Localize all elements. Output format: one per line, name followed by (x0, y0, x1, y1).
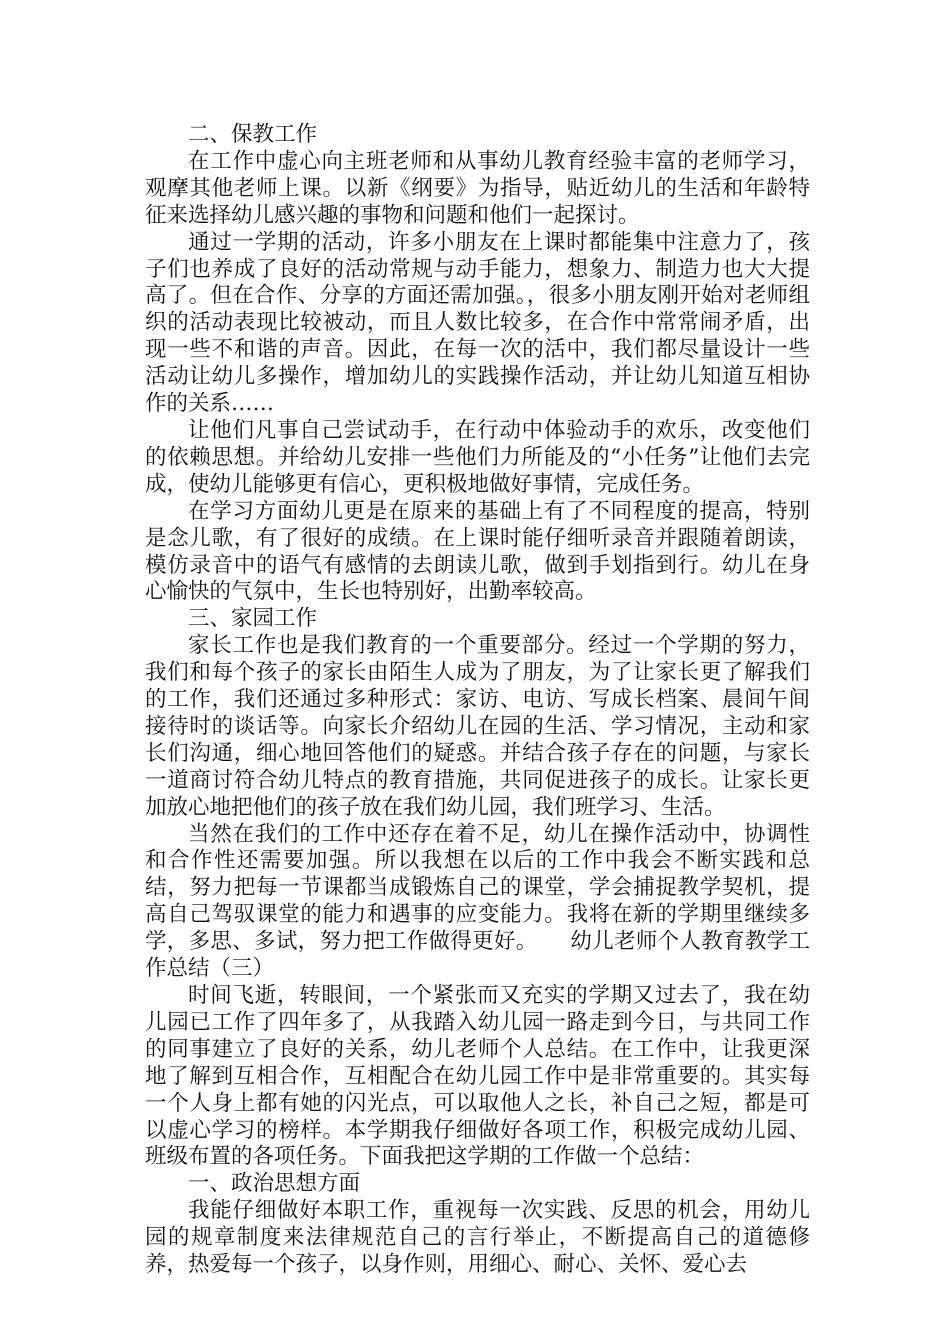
section-heading-political-thought: 一、政治思想方面 (188, 1171, 361, 1197)
section-heading-care-education: 二、保教工作 (188, 122, 318, 147)
paragraph-shortcomings: 当然在我们的工作中还存在着不足，幼儿在操作活动中，协调性和合作性还需要加强。所以我想在以后的工作中我会不断实践和总结，努力把每一节课都当成锻炼自己的课堂，学会捕捉教学契机，提高自己驾驭课堂的能力和遇事的应变能力。我将在新的学期里继续多学，多思、多试，努力把工作做得更好。 幼儿老师个人教育教学工作总结（三） (145, 821, 810, 982)
paragraph-semester-summary: 时间飞逝，转眼间，一个紧张而又充实的学期又过去了，我在幼儿园已工作了四年多了，从我踏入幼儿园一路走到今日，与共同工作的同事建立了良好的关系，幼儿老师个人总结。在工作中，让我更深地了解到互相合作，互相配合在幼儿园工作中是非常重要的。其实每一个人身上都有她的闪光点，可以取他人之长，补自己之短，都是可以虚心学习的榜样。本学期我仔细做好各项工作，积极完成幼儿园、班级布置的各项任务。下面我把这学期的工作做一个总结： (145, 983, 810, 1170)
paragraph-semester-activities: 通过一学期的活动，许多小朋友在上课时都能集中注意力了，孩子们也养成了良好的活动常规与动手能力，想象力、制造力也大大提高了。但在合作、分享的方面还需加强。，很多小朋友刚开始对老师组织的活动表现比较被动，而且人数比较多，在合作中常常闹矛盾，出现一些不和谐的声音。因此，在每一次的活中，我们都尽量设计一些活动让幼儿多操作，增加幼儿的实践操作活动，并让幼儿知道互相协作的关系…… (145, 229, 810, 417)
document-page (145, 122, 810, 1279)
paragraph-parent-work: 家长工作也是我们教育的一个重要部分。经过一个学期的努力，我们和每个孩子的家长由陌生人成为了朋友，为了让家长更了解我们的工作，我们还通过多种形式：家访、电访、写成长档案、晨间午间接待时的谈话等。向家长介绍幼儿在园的生活、学习情况，主动和家长们沟通，细心地回答他们的疑惑。并结合孩子存在的问题，与家长一道商讨符合幼儿特点的教育措施，共同促进孩子的成长。让家长更加放心地把他们的孩子放在我们幼儿园，我们班学习、生活。 (145, 633, 810, 820)
paragraph-self-reliance: 让他们凡事自己尝试动手，在行动中体验动手的欢乐，改变他们的依赖思想。并给幼儿安排一些他们力所能及的“小任务”让他们去完成，使幼儿能够更有信心，更积极地做好事情，完成任务。 (145, 417, 810, 497)
paragraph-learning-progress: 在学习方面幼儿更是在原来的基础上有了不同程度的提高，特别是念儿歌，有了很好的成绩。在上课时能仔细听录音并跟随着朗读，模仿录音中的语气有感情的去朗读儿歌，做到手划指到行。幼儿在身心愉快的气氛中，生长也特别好，出勤率较高。 (145, 498, 810, 605)
paragraph-learning-from-teachers: 在工作中虚心向主班老师和从事幼儿教育经验丰富的老师学习，观摩其他老师上课。以新《纲要》为指导，贴近幼儿的生活和年龄特征来选择幼儿感兴趣的事物和问题和他们一起探讨。 (145, 148, 810, 228)
paragraph-duties: 我能仔细做好本职工作，重视每一次实践、反思的机会，用幼儿园的规章制度来法律规范自己的言行举止，不断提高自己的道德修养，热爱每一个孩子，以身作则，用细心、耐心、关怀、爱心去 (145, 1198, 810, 1278)
section-heading-home-school: 三、家园工作 (188, 606, 318, 632)
